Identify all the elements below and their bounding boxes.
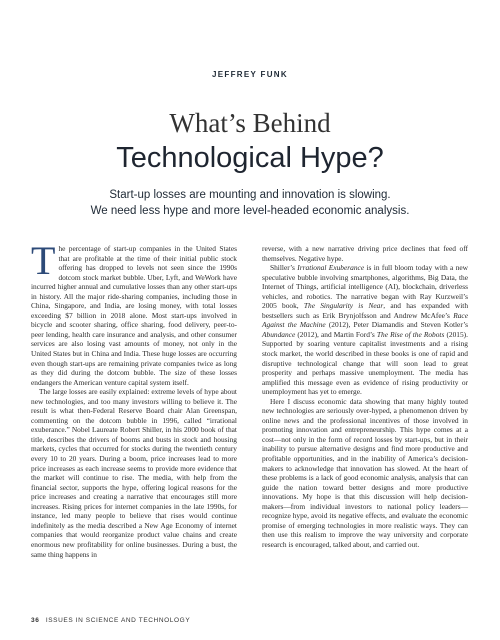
- subtitle: [40, 187, 460, 219]
- right-column: [262, 244, 468, 550]
- body-paragraph: reverse, with a new narrative driving price declines that feed off themselves. Negative hype.: [262, 244, 468, 263]
- text-run: (2012), Peter Diamandis and Steven Kotler’s: [325, 320, 468, 330]
- paragraph-text: he percentage of start-up companies in the United States that are profitable at the time of their initial public stock offering has dropped to levels not seen since the 1990s dotcom stock market bubble. Uber, Lyft, and WeWork have incurred higher annual and cumulative losses than any other start-ups in history. All the major ride-sharing companies, including those in China, Singapore, and India, are losing money, with total losses exceeding $7 billion in 2018 alone. Most start-ups involved in bicycle and scooter sharing, office sharing, food delivery, peer-to-peer lending, health care insurance and analysis, and other consumer services are also losing vast amounts of money, not only in the United States but in China and India. These huge losses are occurring even though start-ups are remaining private companies twice as long as they did during the dotcom bubble. The size of these losses endangers the American venture capital system itself.: [31, 244, 237, 387]
- body-paragraph: Here I discuss economic data showing that many highly touted new technologies are seriously over-hyped, a phenomenon driven by online news and the professional incentives of those involved in promoting innovation and entrepreneurship. This hype comes at a cost—not only in the form of record losses by start-ups, but in their inability to pursue alternative designs and find more productive and profitable opportunities, and in the inability of America’s decision-makers to acknowledge that innovation has slowed. At the heart of these problems is a lack of good economic analysis, analysis that can guide the nation toward better designs and more productive innovations. My hope is that this discussion will help decision-makers—from individual investors to national policy leaders—recognize hype, avoid its negative effects, and evaluate the economic promise of emerging technologies in more realistic ways. They can then use this realism to improve the way university and corporate research is encouraged, talked about, and carried out.: [262, 396, 468, 549]
- body-paragraph: [31, 238, 237, 387]
- body-paragraph: The large losses are easily explained: extreme levels of hype about new technologies, and too many investors willing to believe it. The result is what then-Federal Reserve Board chair Alan Greenspan, commenting on the dotcom bubble in 1996, called “irrational exuberance.” Nobel Laureate Robert Shiller, in his 2000 book of that title, describes the drivers of booms and busts in stock and housing markets, cycles that occurred for stocks during the twentieth century every 10 to 20 years. During a boom, price increases lead to more price increases as each increase seems to provide more evidence that the market will continue to rise. The media, with help from the financial sector, supports the hype, offering logical reasons for the price increases and creating a narrative that encourages still more increases. Rising prices for internet companies in the late 1990s, for instance, led many people to believe that rises would continue indefinitely as the media described a New Age Economy of internet companies that would reorganize product value chains and create enormous new profitability for online businesses. During a bust, the same thing happens in: [31, 387, 237, 559]
- text-run: (2012), and Martin Ford’s: [295, 329, 377, 339]
- subtitle-line-2: We need less hype and more level-headed economic analysis.: [90, 205, 410, 217]
- book-title: Race Against the Machine: [262, 310, 468, 330]
- text-run: Shiller’s: [270, 263, 298, 273]
- page-title: Technological Hype?: [116, 142, 384, 174]
- drop-cap: T: [31, 238, 56, 283]
- subtitle-line-1: Start-up losses are mounting and innovation is slowing.: [109, 189, 391, 201]
- text-run: , and has expanded with bestsellers such as Erik Brynjolfsson and Andrew McAfee’s: [262, 301, 469, 320]
- page-footer: [31, 617, 190, 624]
- book-title: Abundance: [262, 329, 296, 339]
- text-run: is in full bloom today with a new speculative bubble involving smartphones, algorithms, Big Data, the Internet of Things, artificial intelligence (AI), blockchain, driverless vehicles, and robotics. The narrative began with Ray Kurzweil’s 2005 book,: [262, 263, 469, 311]
- book-title: The Singularity is Near: [303, 301, 384, 311]
- text-run: (2015). Supported by soaring venture capitalist investments and a rising stock market, the world described in these books is one of rapid and disruptive technological change that will soon lead to great prosperity and perhaps massive unemployment. The media has amplified this message even as evidence of rising productivity or unemployment has yet to emerge.: [262, 329, 468, 397]
- book-title: Irrational Exuberance: [297, 263, 365, 273]
- body-paragraph: [262, 263, 468, 397]
- left-column: [31, 238, 237, 559]
- book-title: The Rise of the Robots: [376, 329, 445, 339]
- author-byline: JEFFREY FUNK: [212, 70, 288, 79]
- publication-name: ISSUES IN SCIENCE AND TECHNOLOGY: [45, 617, 191, 624]
- title-line-1: What’s Behind: [169, 108, 331, 138]
- page-number: 36: [31, 617, 40, 624]
